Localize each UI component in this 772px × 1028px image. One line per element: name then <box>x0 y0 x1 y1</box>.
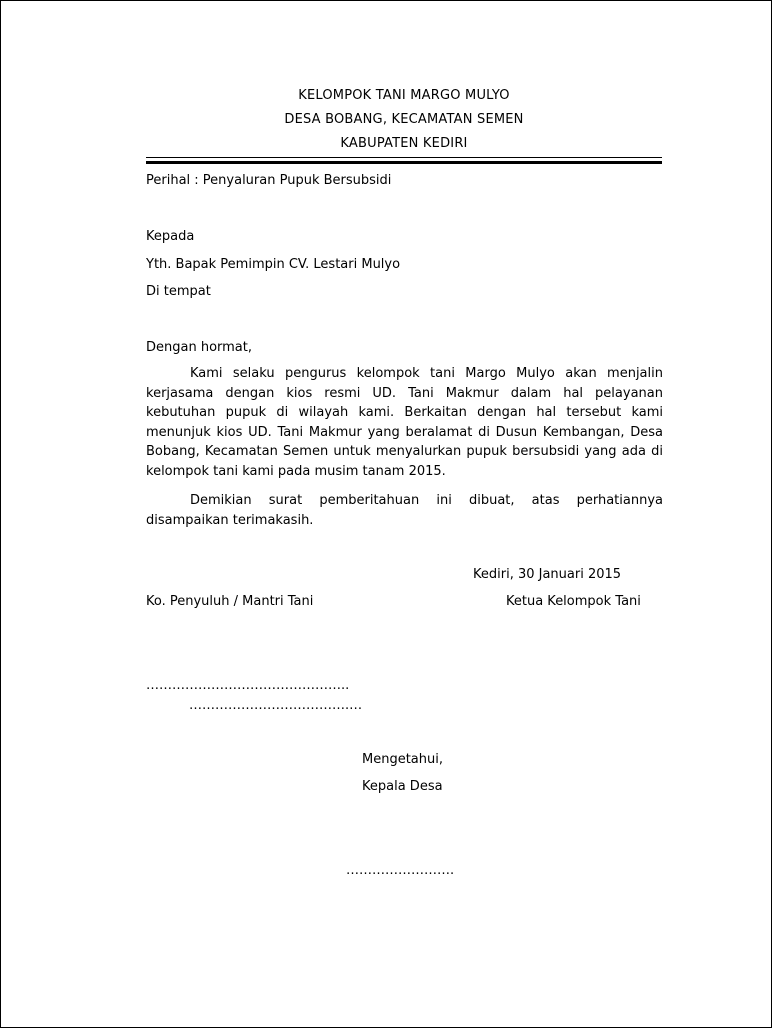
approval-label: Mengetahui, <box>362 752 443 767</box>
subject-line: Perihal : Penyaluran Pupuk Bersubsidi <box>146 173 392 188</box>
letterhead-rule-thin <box>146 157 662 158</box>
greeting: Dengan hormat, <box>146 340 253 355</box>
recipient-place: Di tempat <box>146 284 211 299</box>
signatory-right-title: Ketua Kelompok Tani <box>506 594 641 609</box>
approval-title: Kepala Desa <box>362 779 443 794</box>
place-date: Kediri, 30 Januari 2015 <box>473 567 622 582</box>
body-paragraph-1: Kami selaku pengurus kelompok tani Margo Mulyo akan menjalin kerjasama dengan kios resmi UD. Tani Makmur dalam hal pelayanan kebutuhan pupuk di wilayah kami. Berkaitan dengan hal tersebut kami menunjuk kios UD. Tani Makmur yang beralamat di Dusun Kembangan, Desa Bobang, Kecamatan Semen untuk menyalurkan pupuk bersubsidi yang ada di kelompok tani kami pada musim tanam 2015. <box>146 366 663 479</box>
approval-signature-line: ……………………. <box>346 863 455 878</box>
signatory-left-signature-line: ……………………………………….. <box>146 678 350 693</box>
recipient-to: Kepada <box>146 229 195 244</box>
body-paragraph-2: Demikian surat pemberitahuan ini dibuat, atas perhatiannya disampaikan terimakasih. <box>146 493 663 528</box>
letterhead-rule-thick <box>146 161 662 164</box>
recipient-name: Yth. Bapak Pemimpin CV. Lestari Mulyo <box>146 257 401 272</box>
letterhead-regency: KABUPATEN KEDIRI <box>340 136 468 151</box>
letterhead <box>146 84 662 156</box>
letterhead-address: DESA BOBANG, KECAMATAN SEMEN <box>284 112 524 127</box>
letterhead-org-name: KELOMPOK TANI MARGO MULYO <box>298 88 510 103</box>
signatory-right-signature-line: ……………………………….… <box>189 698 363 713</box>
signatory-left-title: Ko. Penyuluh / Mantri Tani <box>146 594 314 609</box>
